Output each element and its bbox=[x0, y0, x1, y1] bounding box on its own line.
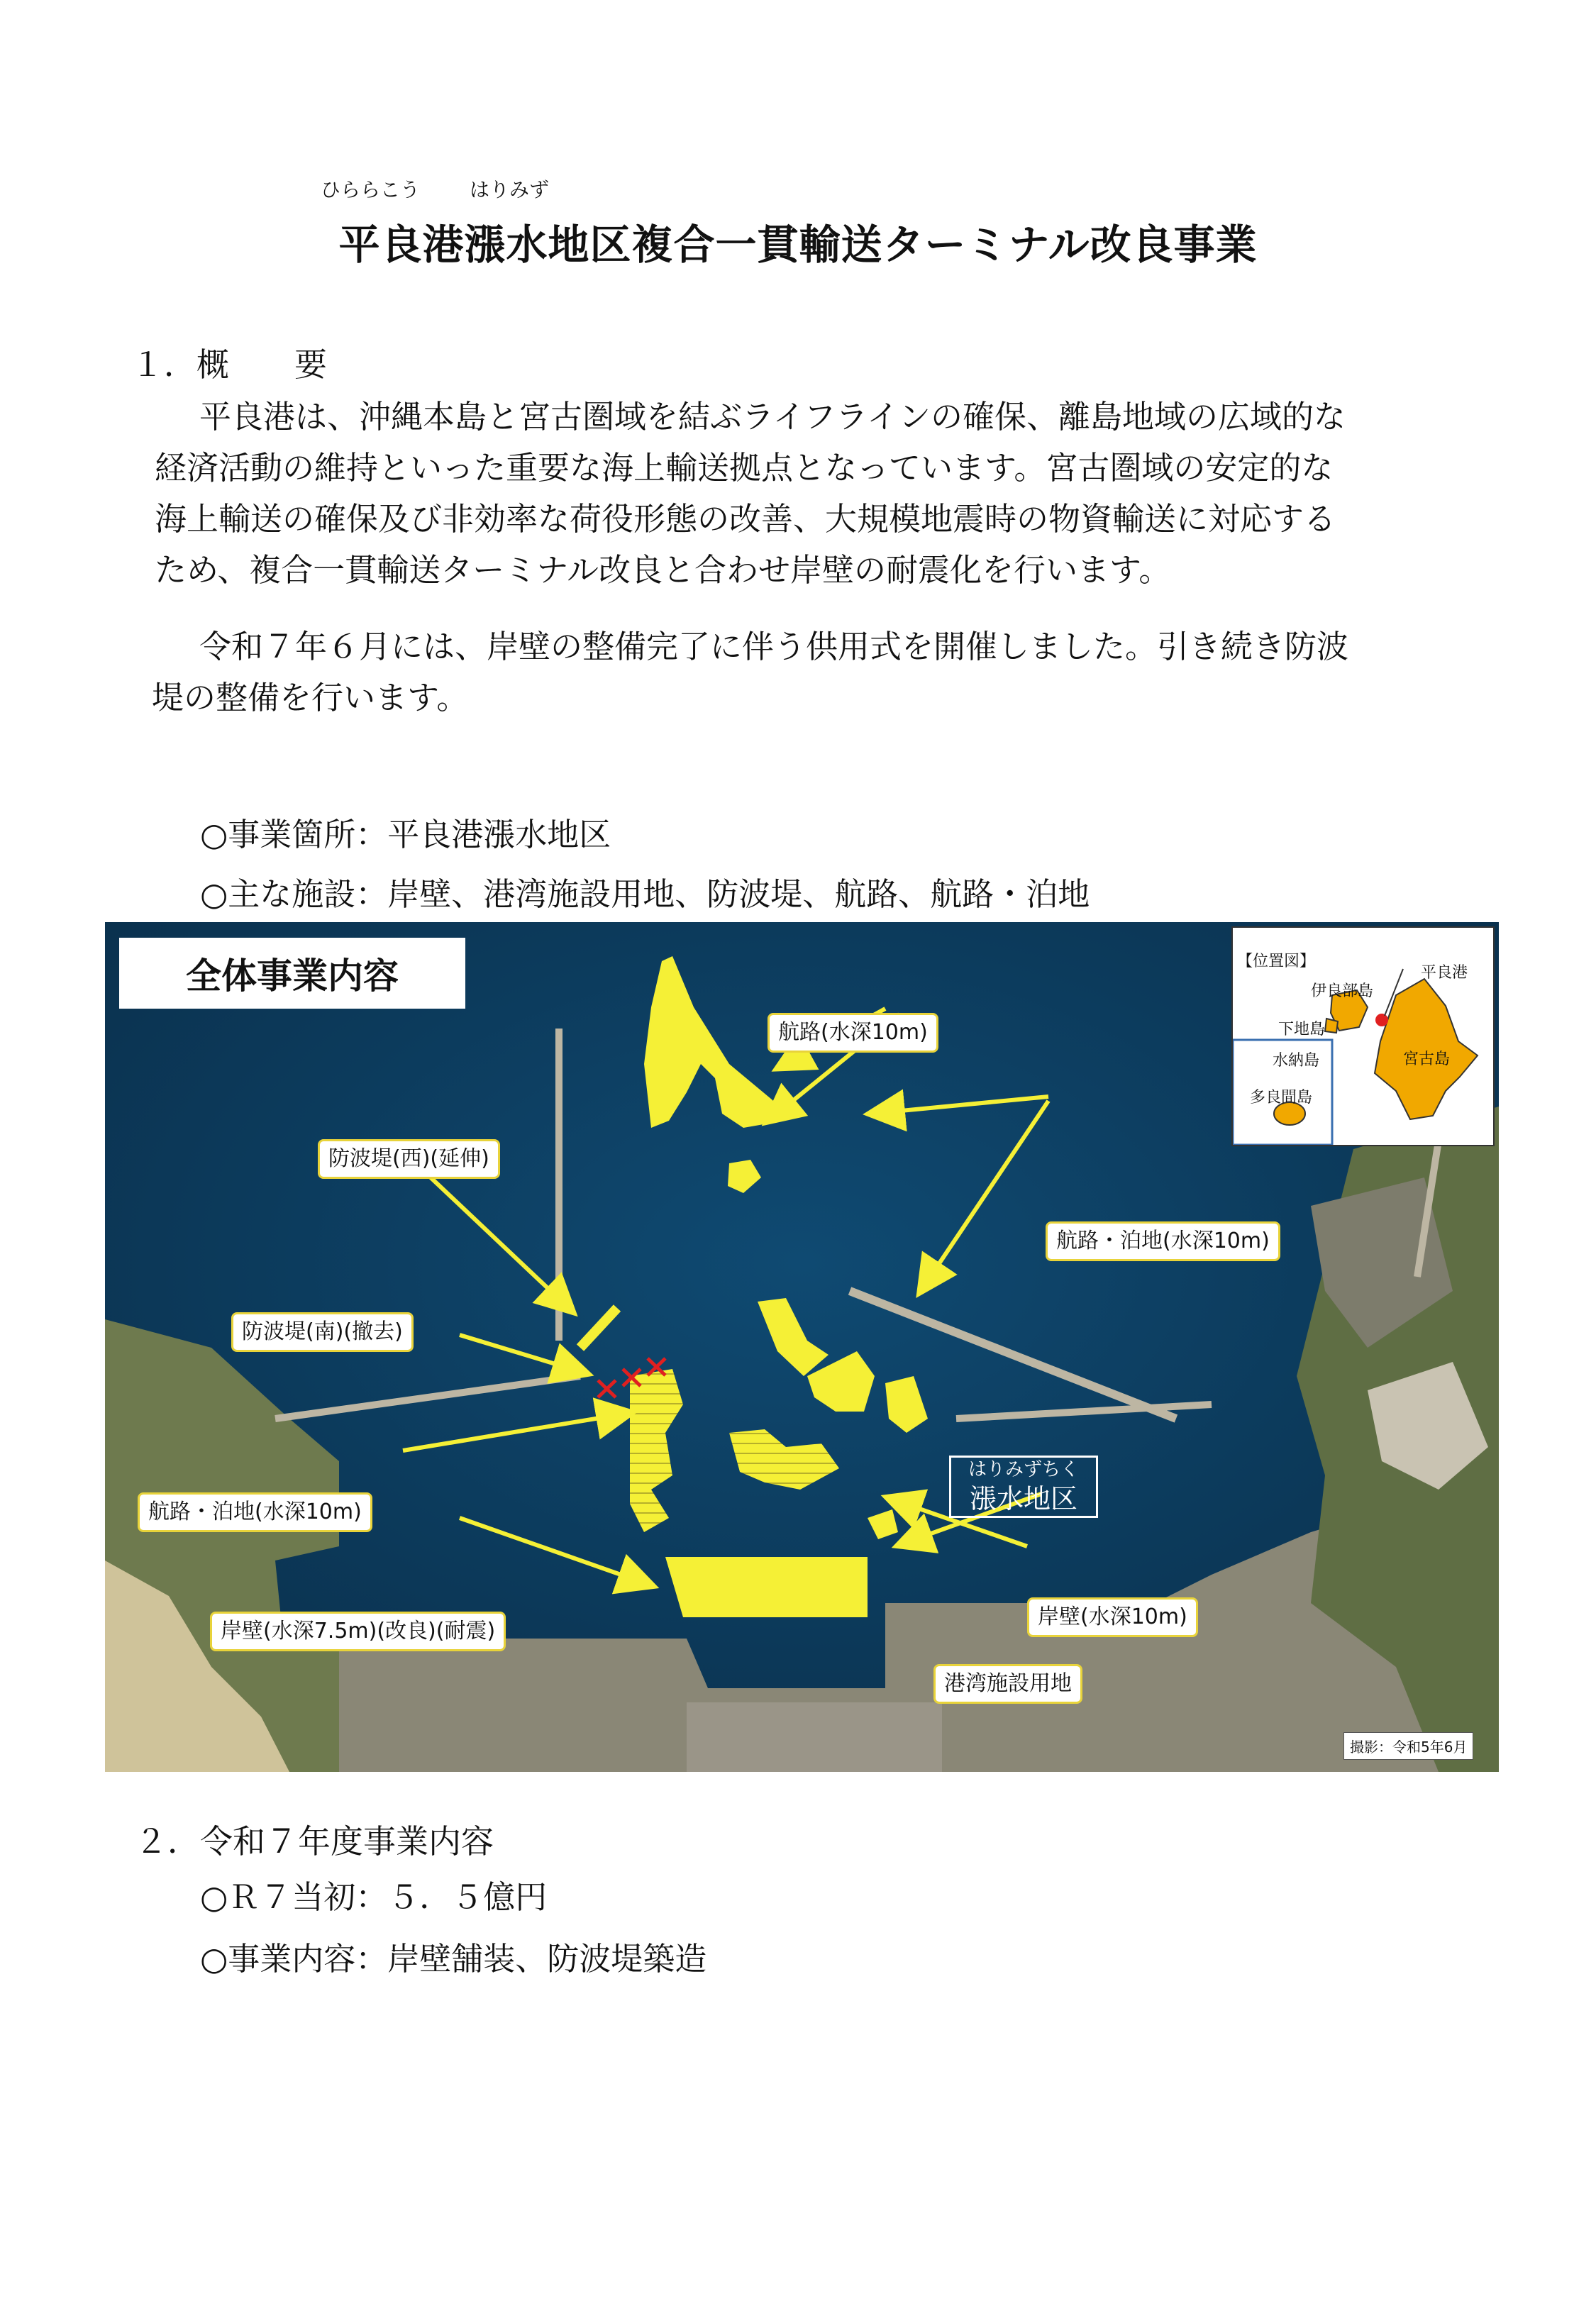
callout-breakwater-west: 防波堤(西)(延伸) bbox=[318, 1139, 500, 1179]
callout-quay-10m: 岸壁(水深10m) bbox=[1027, 1597, 1198, 1637]
inset-miyako: 宮古島 bbox=[1403, 1051, 1451, 1068]
inset-irabu: 伊良部島 bbox=[1311, 982, 1374, 1000]
inset-tarama: 多良間島 bbox=[1250, 1089, 1313, 1107]
paragraph-line: 海上輸送の確保及び非効率な荷役形態の改善、大規模地震時の物資輸送に対応する bbox=[155, 500, 1336, 538]
overview-paragraph-2 bbox=[152, 621, 1488, 724]
area-label bbox=[949, 1456, 1098, 1518]
inset-hirara-port: 平良港 bbox=[1421, 964, 1468, 982]
bullet-location: ○事業箇所：平良港漲水地区 bbox=[200, 816, 611, 853]
area-label-name: 漲水地区 bbox=[969, 1483, 1077, 1514]
area-label-ruby: はりみずちく bbox=[968, 1459, 1079, 1480]
bullet-content: ○事業内容：岸壁舗装、防波堤築造 bbox=[200, 1940, 707, 1978]
paragraph-line: ため、複合一貫輸送ターミナル改良と合わせ岸壁の耐震化を行います。 bbox=[155, 551, 1171, 589]
hirara-port-marker bbox=[1375, 1014, 1388, 1026]
callout-quay-7-5m: 岸壁(水深7.5m)(改良)(耐震) bbox=[210, 1612, 506, 1651]
callout-port-land: 港湾施設用地 bbox=[933, 1664, 1082, 1704]
figure-title: 全体事業内容 bbox=[119, 938, 465, 1009]
callout-channel-anchorage-east: 航路・泊地(水深10m) bbox=[1046, 1221, 1280, 1261]
section-2-heading: ２．令和７年度事業内容 bbox=[135, 1822, 494, 1861]
paragraph-line: 堤の整備を行います。 bbox=[152, 679, 469, 716]
quay-area bbox=[665, 1557, 868, 1617]
callout-channel-anchorage-west: 航路・泊地(水深10m) bbox=[138, 1492, 372, 1532]
callout-channel-north: 航路(水深10m) bbox=[767, 1013, 938, 1053]
ruby-hirarakou: ひららこう bbox=[321, 178, 421, 201]
photo-date: 撮影：令和5年6月 bbox=[1343, 1732, 1473, 1760]
overview-paragraph-1 bbox=[155, 392, 1488, 596]
project-figure bbox=[105, 922, 1499, 1772]
shimoji-island-shape bbox=[1325, 1019, 1338, 1033]
location-inset-map bbox=[1231, 926, 1495, 1146]
port-yard bbox=[687, 1702, 942, 1772]
ruby-harimizu: はりみず bbox=[470, 178, 550, 201]
callout-breakwater-south: 防波堤(南)(撤去) bbox=[231, 1312, 414, 1352]
inset-shimoji: 下地島 bbox=[1278, 1021, 1326, 1038]
bullet-facilities: ○主な施設：岸壁、港湾施設用地、防波堤、航路、航路・泊地 bbox=[200, 875, 1090, 913]
inset-legend: 【位置図】 bbox=[1237, 953, 1316, 970]
section-1-heading: １．概 要 bbox=[131, 345, 327, 384]
paragraph-line: 令和７年６月には、岸壁の整備完了に伴う供用式を開催しました。引き続き防波 bbox=[199, 628, 1349, 665]
paragraph-line: 平良港は、沖縄本島と宮古圏域を結ぶライフラインの確保、離島地域の広域的な bbox=[199, 398, 1346, 436]
page-title: 平良港漲水地区複合一貫輸送ターミナル改良事業 bbox=[338, 221, 1258, 269]
inset-minna: 水納島 bbox=[1273, 1052, 1320, 1070]
bullet-budget: ○Ｒ７当初：５．５億円 bbox=[200, 1878, 548, 1916]
paragraph-line: 経済活動の維持といった重要な海上輸送拠点となっています。宮古圏域の安定的な bbox=[155, 449, 1334, 487]
